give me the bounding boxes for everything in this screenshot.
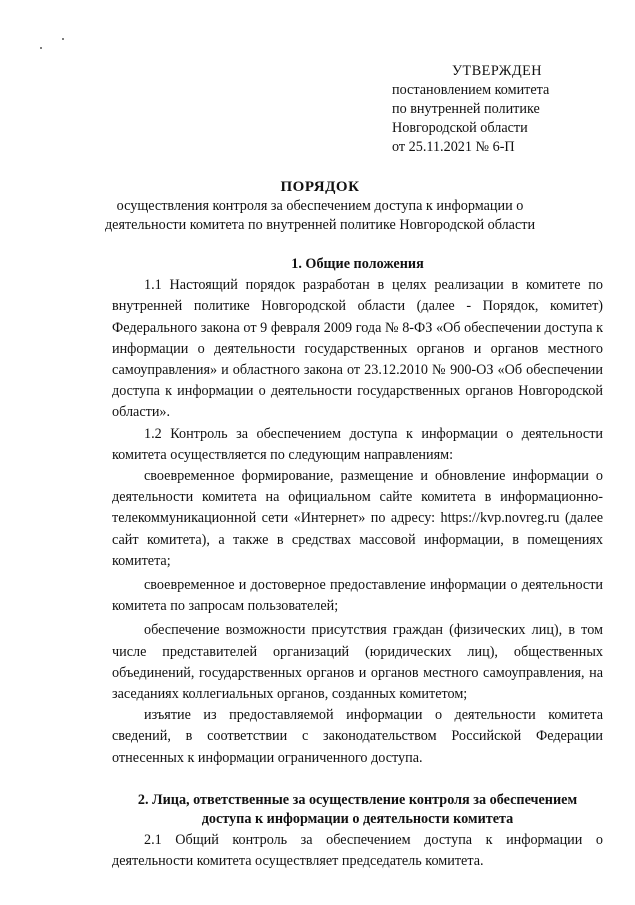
paragraph: обеспечение возможности присутствия граждан (физических лиц), в том числе представителей организаций (юридических лиц), общественных объединений, государственных органов и органов местного самоуправления, на заседаниях коллегиальных органов, созданных комитетом;: [112, 622, 603, 703]
document-title: ПОРЯДОК: [280, 179, 360, 195]
approval-line: по внутренней политике: [392, 101, 540, 117]
approval-line: от 25.11.2021 № 6-П: [392, 139, 515, 155]
approval-heading: УТВЕРЖДЕН: [452, 63, 543, 79]
scan-speck: [62, 38, 64, 40]
paragraph: своевременное формирование, размещение и обновление информации о деятельности комитета на официальном сайте комитета в информационно-телекоммуникационной сети «Интернет» по адресу: https://kvp.novreg.ru (далее сайт комитета), а также в средствах массовой информации, в помещениях комитета;: [112, 468, 603, 569]
document-subtitle: осуществления контроля за обеспечением доступа к информации о деятельности комитета по внутренней политике Новгородской области: [104, 198, 536, 233]
scan-speck: [40, 47, 42, 49]
document-body: [112, 254, 603, 872]
paragraph: 2.1 Общий контроль за обеспечением доступа к информации о деятельности комитета осуществляет председатель комитета.: [112, 831, 603, 870]
paragraph: изъятие из предоставляемой информации о деятельности комитета сведений, в соответствии с законодательством Российской Федерации отнесенных к информации ограниченного доступа.: [112, 707, 603, 766]
paragraph: своевременное и достоверное предоставление информации о деятельности комитета по запросам пользователей;: [112, 577, 603, 615]
approval-line: постановлением комитета: [392, 82, 550, 98]
approval-line: Новгородской области: [392, 120, 528, 136]
paragraph: 1.1 Настоящий порядок разработан в целях реализации в комитете по внутренней политике Новгородской области (далее - Порядок, комитет) Федерального закона от 9 февраля 2009 года № 8-ФЗ «Об обеспечении доступа к информации о деятельности государственных органов и органов местного самоуправления» и областного закона от 23.12.2010 № 900-ОЗ «Об обеспечении доступа к информации о деятельности государственных органов Новгородской области».: [112, 277, 603, 421]
paragraph: 1.2 Контроль за обеспечением доступа к информации о деятельности комитета осуществляется по следующим направлениям:: [112, 425, 603, 463]
section-title: 1. Общие положения: [291, 256, 424, 272]
approval-stamp: [392, 62, 549, 157]
section-title: 2. Лица, ответственные за осуществление контроля за обеспечением доступа к информации о деятельности комитета: [137, 791, 578, 828]
document-title-block: [100, 178, 540, 235]
